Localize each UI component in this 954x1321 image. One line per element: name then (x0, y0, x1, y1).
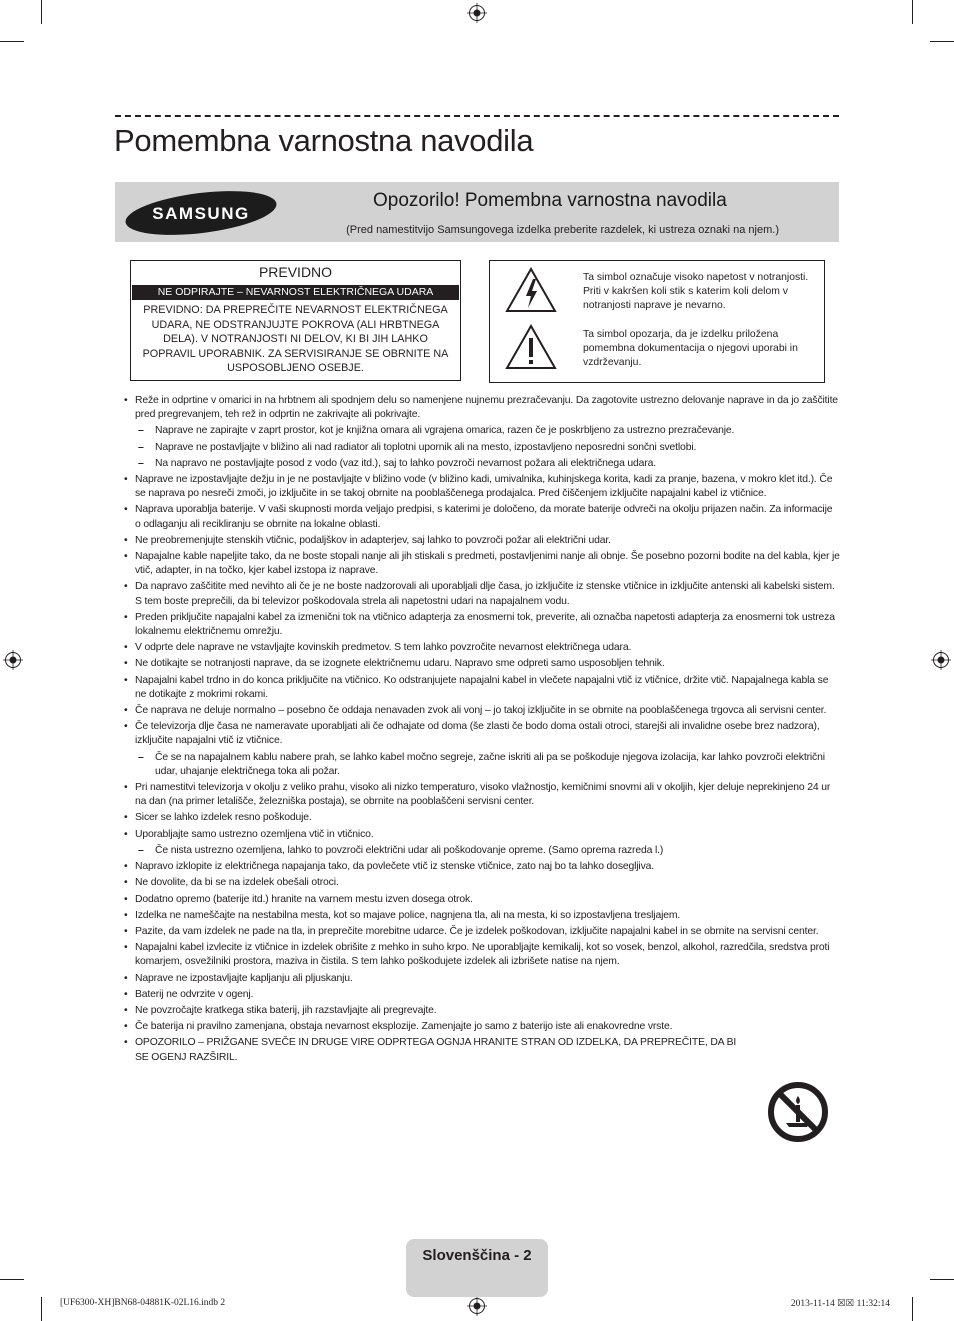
list-item: • Reže in odprtine v omarici in na hrbtnem ali spodnjem delu so namenjene nujnemu prezračevanju. Da zagotovite ustrezno delovanje naprave in da jo zaščitite pred pregrevanjem, teh rež in odprtin ne zakrivajte ali pokrivajte. (124, 394, 840, 422)
caution-bar: NE ODPIRAJTE – NEVARNOST ELEKTRIČNEGA UDARA (132, 285, 459, 300)
print-slug-date: 2013-11-14 ☒☒ 11:32:14 (790, 1299, 890, 1309)
list-item: • Napajalne kable napeljite tako, da ne boste stopali nanje ali jih stiskali s predmeti, postavljenimi nanje ali obnje. Še posebno pozorni bodite na del kabla, kjer je vtič, adapter, in na točko, kjer kabel izstopa iz naprave. (124, 550, 840, 578)
sub-list-item: – Na napravo ne postavljajte posod z vodo (vaz itd.), saj to lahko povzroči nevarnost požara ali električnega udara. (124, 457, 840, 471)
symbol-legend-box (489, 260, 825, 383)
list-item: • Pri namestitvi televizorja v okolju z veliko prahu, visoko ali nizko temperaturo, visoko vlažnostjo, kemičnimi snovmi ali v okoljih, kjer deluje neprekinjeno 24 ur na dan (na primer letališče, železniška postaja), se obrnite na pooblaščeni servisni center. (124, 781, 840, 809)
high-voltage-icon (504, 266, 558, 314)
warning-banner (115, 182, 839, 242)
list-item: • Napravo izklopite iz električnega napajanja tako, da povlečete vtič iz stenske vtičnice, zato naj bo ta lahko dosegljiva. (124, 860, 840, 874)
list-item: • Izdelka ne nameščajte na nestabilna mesta, kot so majave police, nagnjena tla, ali na mesta, ki so izpostavljena tresljajem. (124, 909, 840, 923)
no-open-flame-icon (767, 1081, 829, 1143)
crop-mark (41, 0, 42, 24)
list-item: • Napajalni kabel izvlecite iz vtičnice in izdelek obrišite z mehko in suho krpo. Ne uporabljajte kemikalij, kot so vosek, benzol, alkohol, razredčila, sredstva proti komarjem, osvežilniki prostora, maziva in čistila. S tem lahko poškodujete izdelek ali izbrišete natise na njem. (124, 941, 840, 969)
crop-mark (41, 1297, 42, 1321)
list-item: • V odprte dele naprave ne vstavljajte kovinskih predmetov. S tem lahko povzročite nevarnost električnega udara. (124, 641, 840, 655)
list-item: • Ne dovolite, da bi se na izdelek obešali otroci. (124, 876, 840, 890)
crop-mark (912, 1297, 913, 1321)
list-item: • Če naprava ne deluje normalno – posebno če oddaja nenavaden zvok ali vonj – jo takoj izključite in se obrnite na pooblaščenega trgovca ali servisni center. (124, 704, 840, 718)
registration-mark-icon (931, 650, 951, 670)
banner-title: Opozorilo! Pomembna varnostna navodila (373, 190, 727, 211)
sub-list-item: – Naprave ne zapirajte v zaprt prostor, kot je knjižna omara ali vgrajena omarica, razen če je poskrbljeno za ustrezno prezračevanje. (124, 424, 840, 438)
list-item: • Če baterija ni pravilno zamenjana, obstaja nevarnost eksplozije. Zamenjajte jo samo z baterijo iste ali enakovredne vrste. (124, 1020, 840, 1034)
samsung-logo (123, 190, 279, 236)
list-item: • Da napravo zaščitite med nevihto ali če je ne boste nadzorovali ali uporabljali dlje časa, jo izključite iz stenske vtičnice in izključite antenski ali kabelski sistem. S tem boste preprečili, da bi televizor poškodovala strela ali napetostni udari na napajalnem vodu. (124, 580, 840, 608)
list-item: • OPOZORILO – PRIŽGANE SVEČE IN DRUGE VIRE ODPRTEGA OGNJA HRANITE STRAN OD IZDELKA, DA PREPREČITE, DA BI SE OGENJ RAZŠIRIL. (124, 1036, 840, 1064)
list-item: • Uporabljajte samo ustrezno ozemljena vtič in vtičnico. (124, 828, 840, 842)
list-item: • Ne preobremenjujte stenskih vtičnic, podaljškov in adapterjev, saj lahko to povzroči požar ali električni udar. (124, 534, 840, 548)
list-item: • Baterij ne odvrzite v ogenj. (124, 988, 840, 1002)
crop-mark (912, 0, 913, 24)
crop-mark (930, 41, 954, 42)
list-item: • Preden priključite napajalni kabel za izmenični tok na vtičnico adapterja za enosmerni tok, preverite, ali označba napetosti adapterja za enosmerni tok ustreza lokalnemu električnemu omrežju. (124, 611, 840, 639)
title-rule (115, 115, 839, 117)
list-item: • Dodatno opremo (baterije itd.) hranite na varnem mestu izven dosega otrok. (124, 893, 840, 907)
list-item: • Ne dotikajte se notranjosti naprave, da se izognete električnemu udaru. Napravo sme odpreti samo usposobljen tehnik. (124, 657, 840, 671)
warning-symbol-text: Ta simbol opozarja, da je izdelku priložena pomembna dokumentacija o njegovi uporabi in vzdrževanju. (583, 329, 798, 368)
crop-mark (0, 41, 24, 42)
print-slug-file: [UF6300-XH]BN68-04881K-02L16.indb 2 (60, 1298, 226, 1308)
list-item: • Pazite, da vam izdelek ne pade na tla, in preprečite morebitne udarce. Če je izdelek poškodovan, izključite napajalni kabel in se obrnite na servisni center. (124, 925, 840, 939)
footer-page-tab (406, 1239, 548, 1297)
registration-mark-icon (467, 1296, 487, 1316)
sub-list-item: – Če se na napajalnem kablu nabere prah, se lahko kabel močno segreje, začne iskriti ali pa se poškoduje njegova izolacija, kar lahko povzroči električni udar, uhajanje električnega toka ali požar. (124, 751, 840, 779)
list-item: • Napajalni kabel trdno in do konca priključite na vtičnico. Ko odstranjujete napajalni kabel in vlečete napajalni vtič iz vtičnice, držite vtič. Napajalnega kabla se ne dotikajte z mokrimi rokami. (124, 674, 840, 702)
list-item: • Ne povzročajte kratkega stika baterij, jih razstavljajte ali pregrevajte. (124, 1004, 840, 1018)
list-item: • Naprava uporablja baterije. V vaši skupnosti morda veljajo predpisi, s katerimi je določeno, da morate baterije odvreči na okolju prijazen način. Za informacije o odlaganju ali recikliranju se obrnite na lokalne oblasti. (124, 503, 840, 531)
list-item: • Če televizorja dlje časa ne nameravate uporabljati ali če odhajate od doma (še zlasti če bodo doma ostali otroci, starejši ali invalidne osebe brez nadzora), izključite napajalni vtič iz vtičnice. (124, 720, 840, 748)
caution-box (130, 260, 461, 381)
banner-subtitle: (Pred namestitvijo Samsungovega izdelka preberite razdelek, ki ustreza oznaki na njem.) (346, 224, 779, 236)
caution-heading: PREVIDNO (258, 264, 333, 280)
page-title: Pomembna varnostna navodila (114, 123, 534, 158)
voltage-symbol-text: Ta simbol označuje visoko napetost v notranjosti. Priti v kakršen koli stik s katerim koli delom v notranjosti naprave je nevarno. (583, 272, 809, 311)
page-number: Slovenščina - 2 (422, 1247, 532, 1264)
sub-list-item: – Naprave ne postavljajte v bližino ali nad radiator ali toplotni upornik ali na mesto, izpostavljeno neposredni sončni svetlobi. (124, 441, 840, 455)
registration-mark-icon (3, 650, 23, 670)
sub-list-item: – Če nista ustrezno ozemljena, lahko to povzroči električni udar ali poškodovanje opreme. (Samo oprema razreda l.) (124, 844, 840, 858)
list-item: • Naprave ne izpostavljajte dežju in je ne postavljajte v bližino vode (v bližino kadi, umivalnika, kuhinjskega korita, kadi za pranje, bazena, v mokro klet itd.). Če se naprava po nesreči zmoči, jo izključite in se takoj obrnite na pooblaščenega prodajalca. Pred čiščenjem izključite napajalni kabel iz vtičnice. (124, 473, 840, 501)
crop-mark (930, 1279, 954, 1280)
svg-text:SAMSUNG: SAMSUNG (152, 204, 250, 223)
caution-text: PREVIDNO: DA PREPREČITE NEVARNOST ELEKTRIČNEGA UDARA, NE ODSTRANJUJTE POKROVA (ALI HRBTNEGA DELA). V NOTRANJOSTI NI DELOV, KI BI JIH LAHKO POPRAVIL UPORABNIK. ZA SERVISIRANJE SE OBRNITE NA USPOSOBLJENO OSEBJE. (142, 304, 449, 375)
list-item: • Sicer se lahko izdelek resno poškoduje. (124, 811, 840, 825)
exclamation-triangle-icon (504, 323, 558, 371)
registration-mark-icon (467, 3, 487, 23)
safety-instructions (124, 394, 840, 1067)
crop-mark (0, 1279, 24, 1280)
list-item: • Naprave ne izpostavljajte kapljanju ali pljuskanju. (124, 972, 840, 986)
